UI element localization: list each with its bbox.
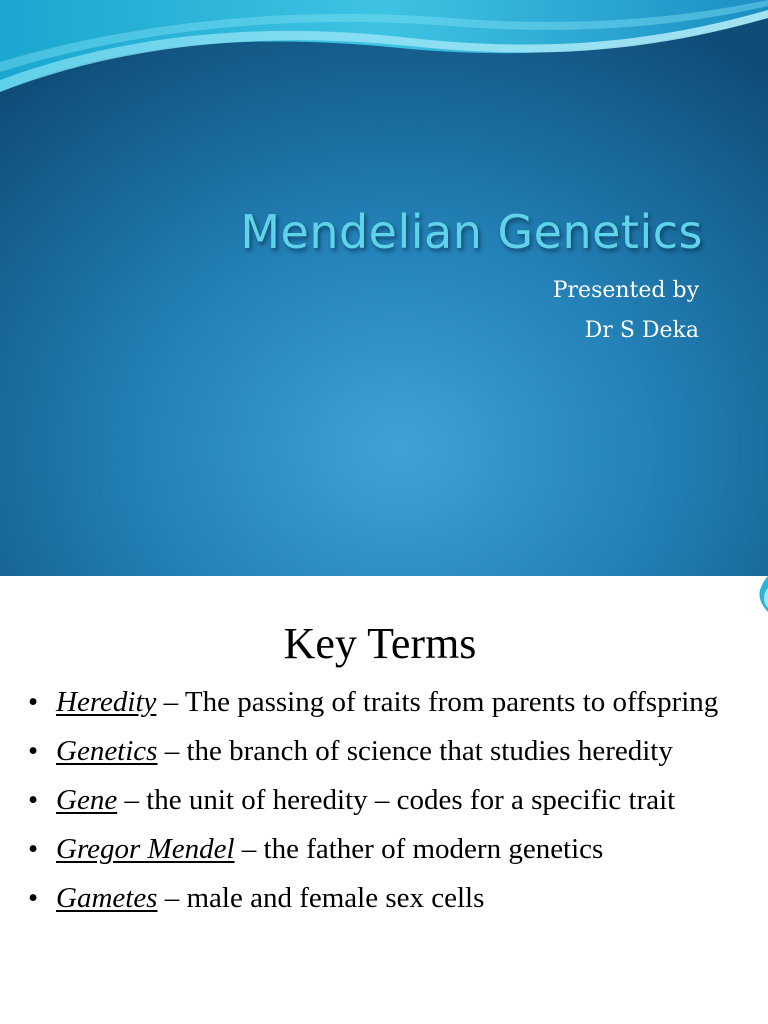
definition-gregor-mendel: – the father of modern genetics: [234, 833, 604, 865]
wave-decoration: [0, 0, 768, 110]
definition-genetics: – the branch of science that studies heredity: [157, 735, 673, 767]
definition-gametes: – male and female sex cells: [157, 882, 485, 914]
bullet-icon: •: [28, 784, 39, 816]
term-gene: Gene: [56, 784, 118, 816]
bullet-icon: •: [28, 686, 39, 718]
bullet-icon: •: [28, 882, 39, 914]
key-terms-list: [24, 682, 724, 927]
bullet-icon: •: [28, 735, 39, 767]
list-item: [24, 829, 724, 869]
term-gametes: Gametes: [56, 882, 158, 914]
term-gregor-mendel: Gregor Mendel: [56, 833, 235, 865]
list-item: [24, 731, 724, 771]
definition-gene: – the unit of heredity – codes for a specific trait: [117, 784, 676, 816]
list-item: [24, 682, 724, 722]
term-heredity: Heredity: [56, 686, 157, 718]
subtitle-presented-by: Presented by: [552, 278, 699, 303]
term-genetics: Genetics: [56, 735, 158, 767]
list-item: [24, 780, 724, 820]
key-terms-slide: [0, 576, 768, 1024]
corner-wave-accent: [754, 576, 768, 616]
slide-title: Mendelian Genetics: [240, 205, 703, 259]
definition-heredity: – The passing of traits from parents to offspring: [156, 686, 719, 718]
bullet-icon: •: [28, 833, 39, 865]
subtitle-author: Dr S Deka: [584, 318, 699, 343]
list-item: [24, 878, 724, 918]
key-terms-heading: Key Terms: [283, 619, 477, 668]
